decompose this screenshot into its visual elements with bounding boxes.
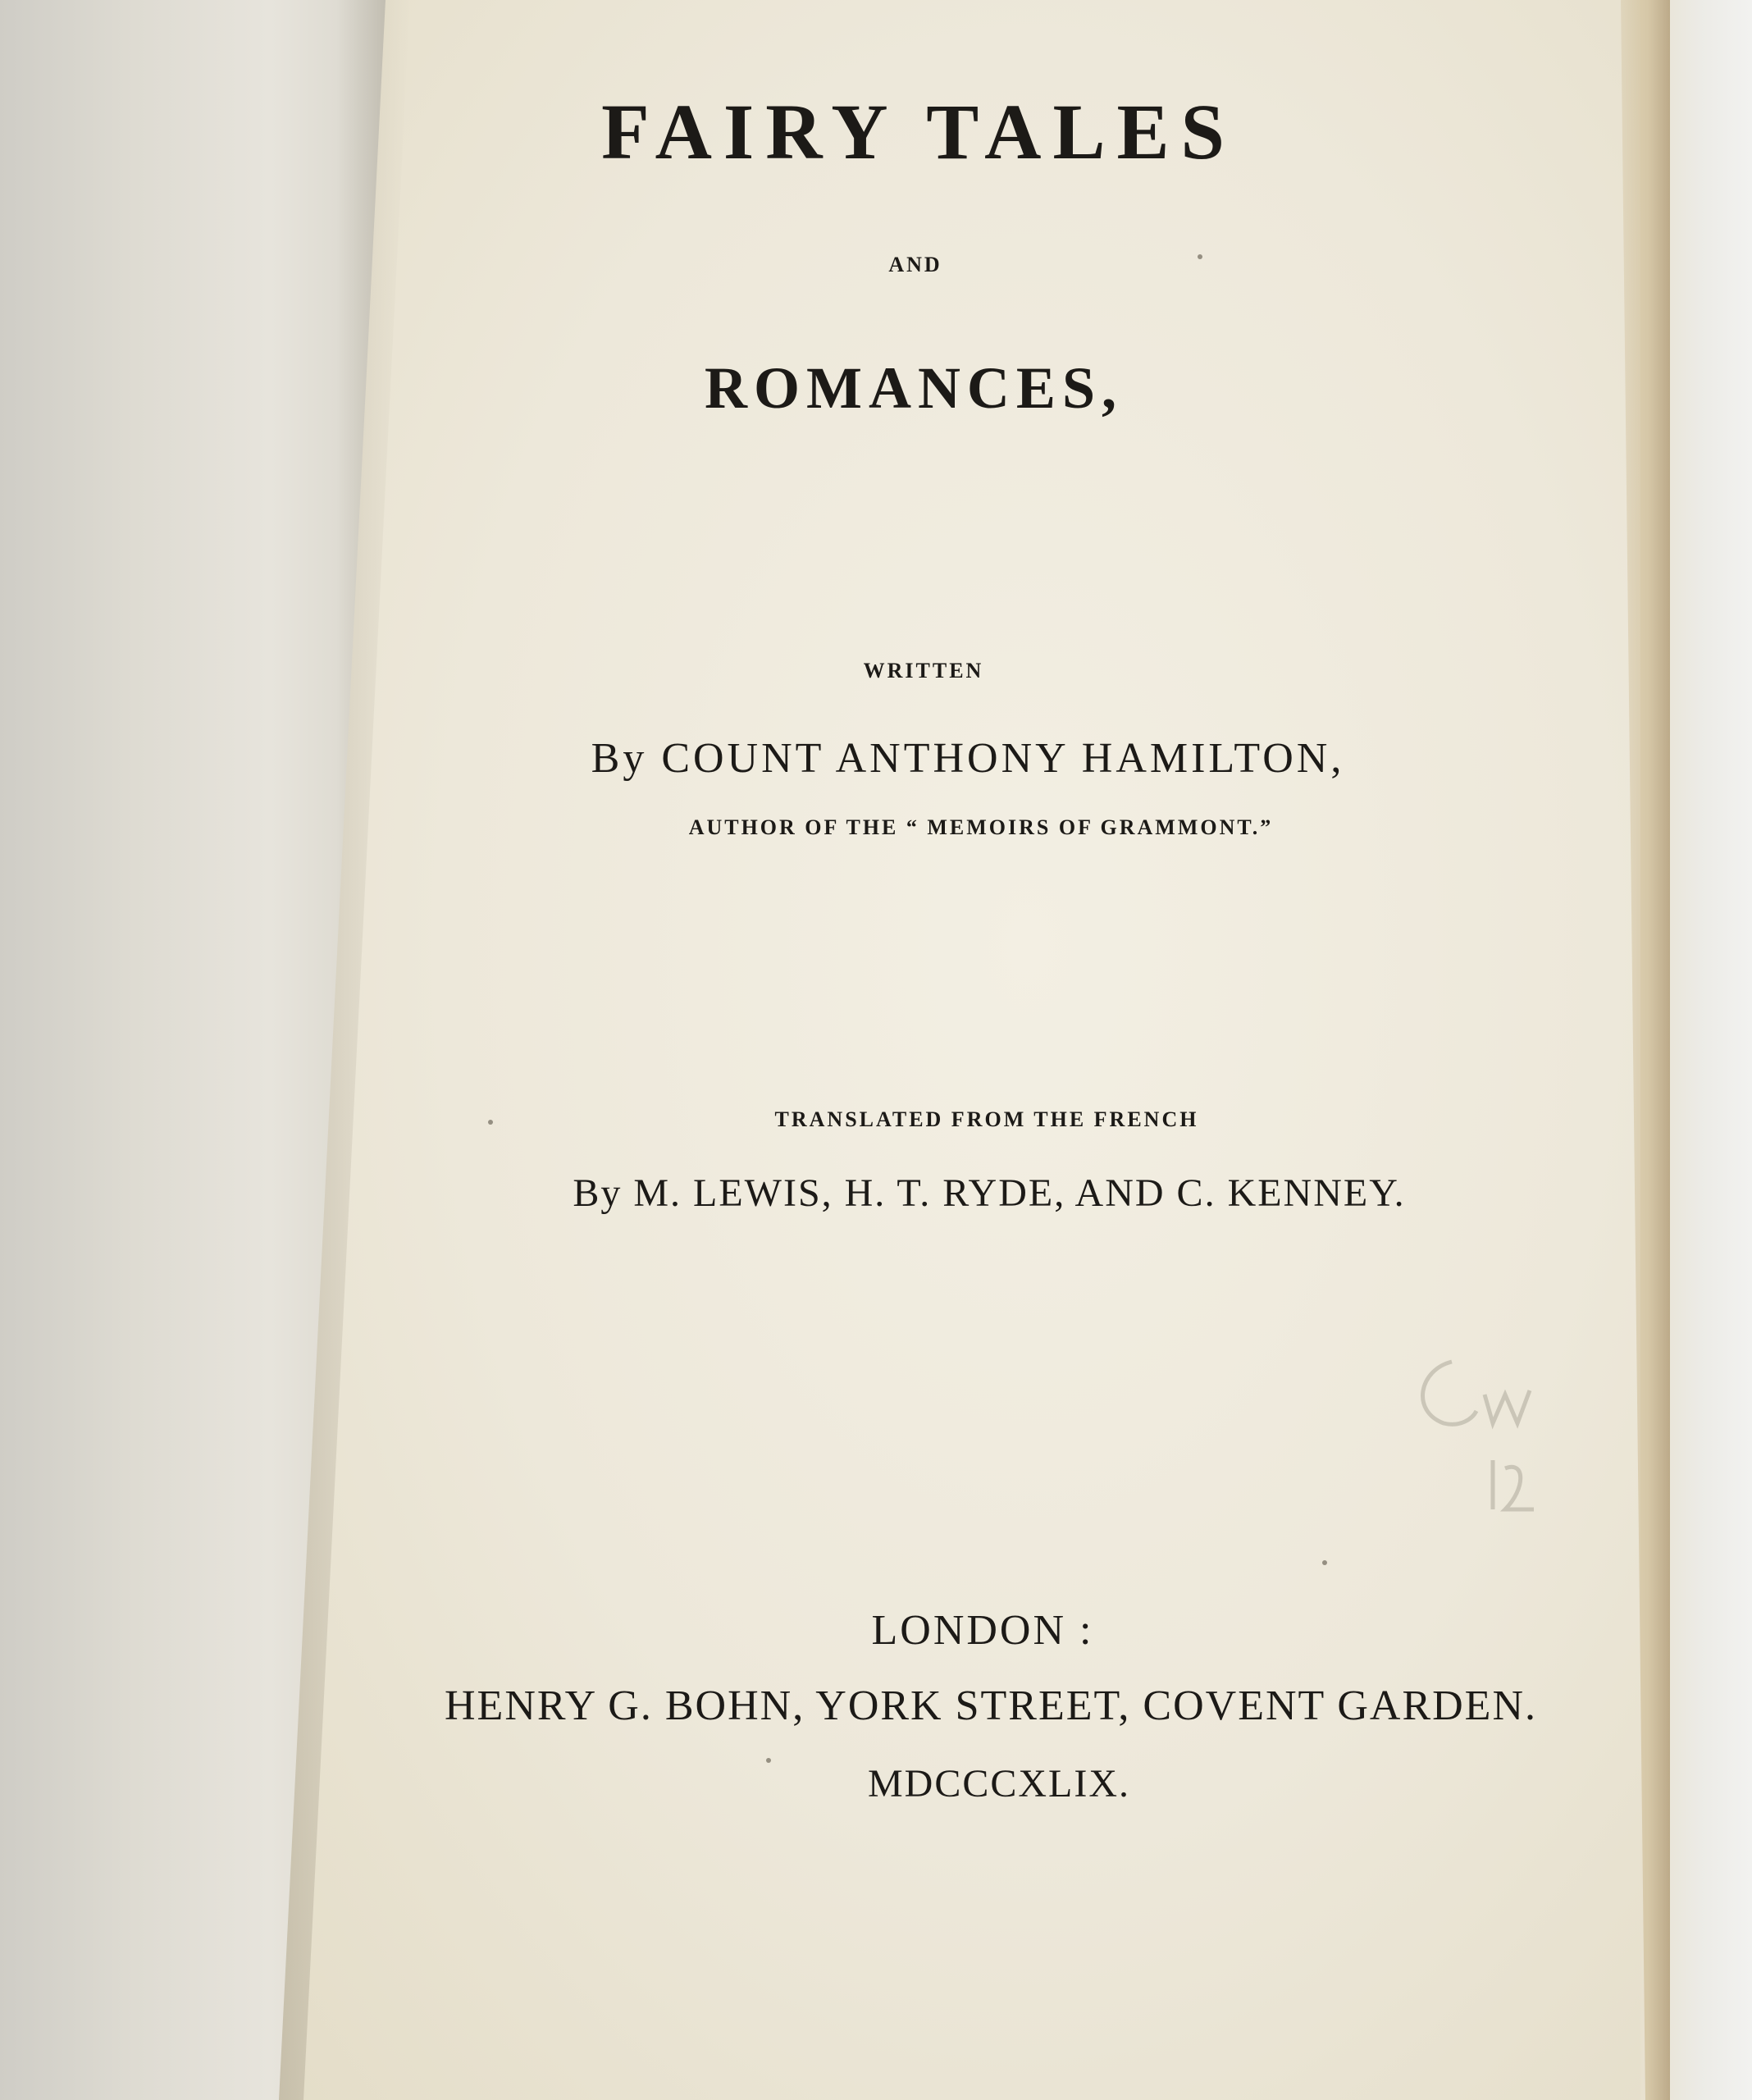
author-note: AUTHOR OF THE “ MEMOIRS OF GRAMMONT.”	[688, 815, 1274, 839]
paper-speck	[766, 1758, 771, 1763]
author-line: By COUNT ANTHONY HAMILTON,	[591, 735, 1345, 782]
translators-line: By M. LEWIS, H. T. RYDE, AND C. KENNEY.	[573, 1171, 1406, 1215]
pencil-mark	[1394, 1345, 1558, 1526]
paper-speck	[1322, 1560, 1327, 1565]
imprint-year: MDCCCXLIX.	[867, 1762, 1131, 1806]
written-label: WRITTEN	[863, 659, 984, 682]
paper-speck	[488, 1120, 493, 1125]
translated-label: TRANSLATED FROM THE FRENCH	[774, 1107, 1199, 1131]
paper-speck	[1198, 254, 1202, 259]
title-conjunction: AND	[888, 253, 942, 276]
book-subtitle: ROMANCES,	[704, 355, 1123, 421]
imprint-place: LONDON :	[871, 1607, 1094, 1654]
imprint-publisher: HENRY G. BOHN, YORK STREET, COVENT GARDEN.	[445, 1682, 1537, 1729]
book-title: FAIRY TALES	[601, 88, 1236, 176]
